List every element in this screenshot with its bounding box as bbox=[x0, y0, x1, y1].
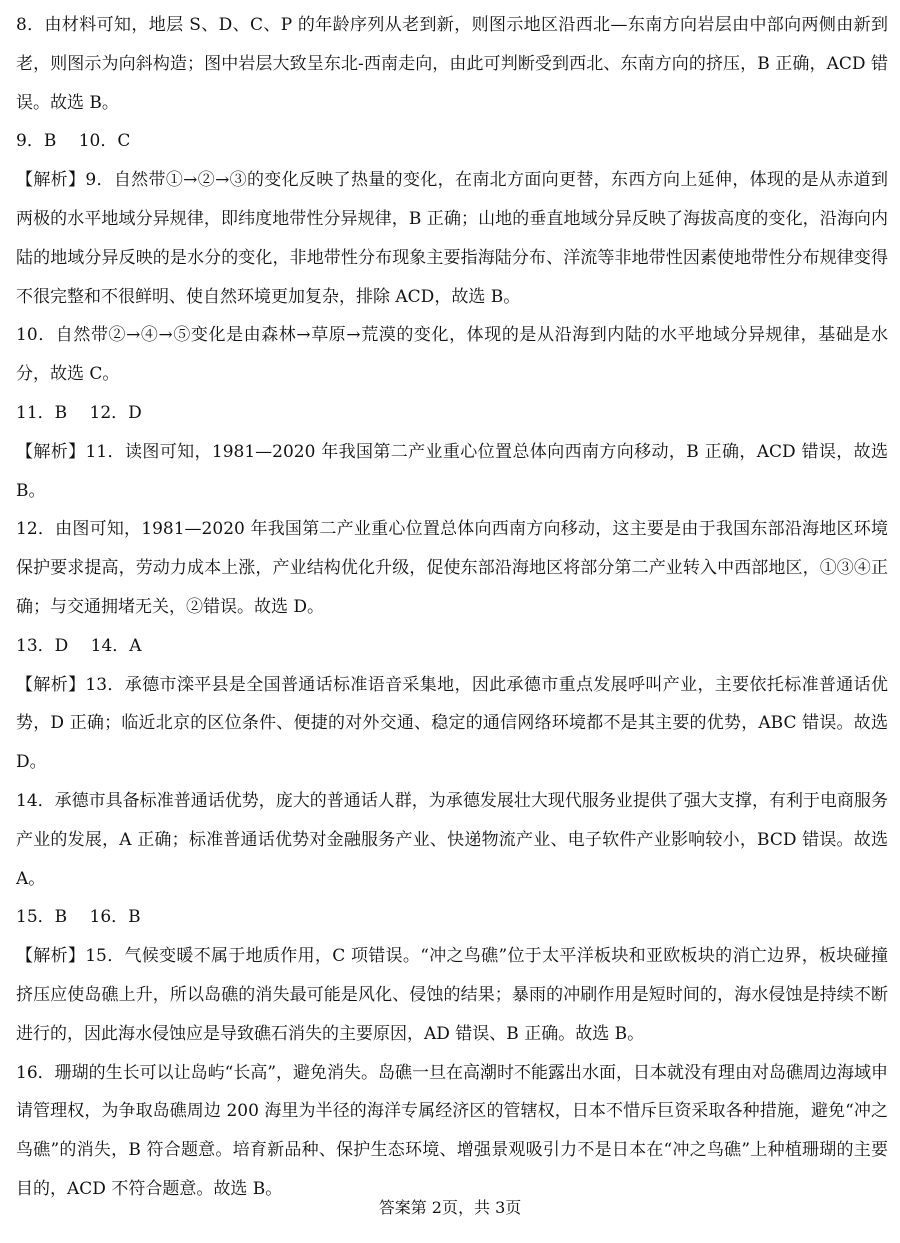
answers-9-10: 9．B 10．C bbox=[16, 131, 131, 152]
answers-15-16: 15．B 16．B bbox=[16, 907, 141, 928]
answer-11-explanation: 【解析】11．读图可知，1981—2020 年我国第二产业重心位置总体向西南方向移动，B 正确，ACD 错误，故选 B。 bbox=[16, 441, 888, 501]
answers-11-12: 11．B 12．D bbox=[16, 402, 142, 423]
answer-page bbox=[16, 6, 888, 1209]
answer-14-explanation: 14．承德市具备标准普通话优势，庞大的普通话人群，为承德发展壮大现代服务业提供了强大支撑，有利于电商服务产业的发展，A 正确；标准普通话优势对金融服务产业、快递物流产业、电子软件产业影响较小，BCD 错误。故选 A。 bbox=[16, 790, 888, 889]
page-footer: 答案第 2页，共 3页 bbox=[378, 1198, 522, 1217]
answer-9-explanation: 【解析】9．自然带①→②→③的变化反映了热量的变化，在南北方面向更替，东西方向上延伸，体现的是从赤道到两极的水平地域分异规律，即纬度地带性分异规律，B 正确；山地的垂直地域分异反映了海拔高度的变化，沿海向内陆的地域分异反映的是水分的变化，非地带性分布现象主要指海陆分布、洋流等非地带性因素使地带性分布规律变得不很完整和不很鲜明、使自然环境更加复杂，排除 ACD，故选 B。 bbox=[16, 170, 888, 307]
answer-16-explanation: 16．珊瑚的生长可以让岛屿“长高”，避免消失。岛礁一旦在高潮时不能露出水面，日本就没有理由对岛礁周边海域申请管理权，为争取岛礁周边 200 海里为半径的海洋专属经济区的管辖权，日本不惜斥巨资采取各种措施，避免“冲之鸟礁”的消失，B 符合题意。培育新品种、保护生态环境、增强景观吸引力不是日本在“冲之鸟礁”上种植珊瑚的主要目的，ACD 不符合题意。故选 B。 bbox=[16, 1062, 889, 1199]
answer-12-explanation: 12．由图可知，1981—2020 年我国第二产业重心位置总体向西南方向移动，这主要是由于我国东部沿海地区环境保护要求提高，劳动力成本上涨，产业结构优化升级，促使东部沿海地区将部分第二产业转入中西部地区，①③④正确；与交通拥堵无关，②错误。故选 D。 bbox=[16, 519, 888, 617]
answer-13-explanation: 【解析】13．承德市滦平县是全国普通话标准语音采集地，因此承德市重点发展呼叫产业，主要依托标准普通话优势，D 正确；临近北京的区位条件、便捷的对外交通、稳定的通信网络环境都不是其主要的优势，ABC 错误。故选 D。 bbox=[16, 674, 888, 773]
answer-15-explanation: 【解析】15．气候变暖不属于地质作用，C 项错误。“冲之鸟礁”位于太平洋板块和亚欧板块的消亡边界，板块碰撞挤压应使岛礁上升，所以岛礁的消失最可能是风化、侵蚀的结果；暴雨的冲刷作用是短时间的，海水侵蚀是持续不断进行的，因此海水侵蚀应是导致礁石消失的主要原因，AD 错误、B 正确。故选 B。 bbox=[16, 946, 888, 1044]
answers-13-14: 13．D 14．A bbox=[16, 635, 142, 656]
answer-8-explanation: 8．由材料可知，地层 S、D、C、P 的年龄序列从老到新，则图示地区沿西北—东南方向岩层由中部向两侧由新到老，则图示为向斜构造；图中岩层大致呈东北-西南走向，由此可判断受到西北、东南方向的挤压，B 正确，ACD 错误。故选 B。 bbox=[16, 15, 888, 113]
answer-10-explanation: 10．自然带②→④→⑤变化是由森林→草原→荒漠的变化，体现的是从沿海到内陆的水平地域分异规律，基础是水分，故选 C。 bbox=[16, 325, 888, 385]
